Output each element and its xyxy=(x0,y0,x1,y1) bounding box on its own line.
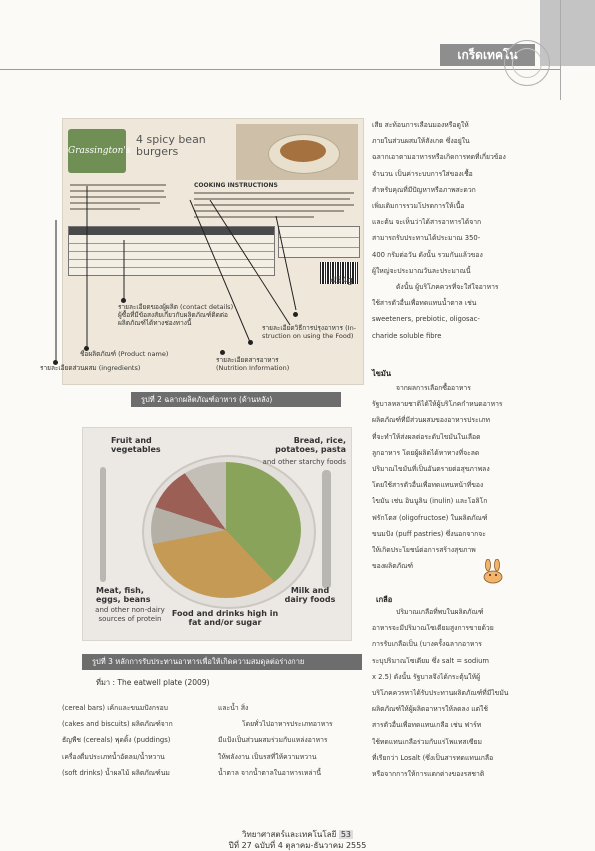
figure3-caption: รูปที่ 3 หลักการรับประทานอาหารเพื่อให้เกิดความสมดุลต่อร่างกาย xyxy=(82,654,362,670)
label-bread-sub: and other starchy foods xyxy=(262,458,346,466)
annotation-contact-2: ผู้ซื้อที่มีข้อสงสัยเกี่ยวกับผลิตภัณฑ์ติดต่อ xyxy=(118,311,228,319)
page-number: 53 xyxy=(340,830,351,839)
pointer-dot xyxy=(248,340,253,345)
middle-bottom-paragraph: และน้ำ สิ่ง โดยทั่วไปอาหารประเภทอาหาร มีแป้งเป็นส่วนผสมร่วมกับแหล่งอาหาร ให้พลังงาน เป็นรสที่ให้ความหวาน น้ำตาล จากน้ำตาลในอาหารเหล่านี้ xyxy=(218,704,333,777)
label-fruit-vegetables: Fruit and vegetables xyxy=(111,436,161,454)
knife-icon xyxy=(322,470,331,588)
right-paragraph-4: ปริมาณเกลือที่พบในผลิตภัณฑ์ อาหารจะมีปริมาณโซเดียมสูงการขายด้วย การรับเกลือเป็น (บางครั้งฉลากอาหาร ระบุปริมาณโซเดียม ซึ่ง salt = sodium x 2.5) ดังนั้น รัฐบาลจึงได้กระตุ้นให้ผู้ บริโภคควรหาได้รับประทานผลิตภัณฑ์ที่มีไขมัน ผลิตภัณฑ์ให้ผู้ผลิตอาหารให้ลดลง แต่ใช้ สารตัวอื่นเพื่อทดแทนเกลือ เช่น ฟาร์ท ใช้ทดแทนเกลือร่วมกับแร่โพแทสเซียม ที่เรียกว่า Losalt (ซึ่งเป็นสารทดแทนเกลือ หรือจากการให้การแตกต่างของรสชาติ xyxy=(372,608,509,779)
plate-food-segments xyxy=(151,462,301,598)
package-title: 4 spicy bean burgers xyxy=(136,133,206,158)
package-weight: 454g xyxy=(330,276,353,286)
annotation-instructions-2: struction on using the Food) xyxy=(262,332,354,340)
label-meat: Meat, fish, eggs, beans xyxy=(96,586,151,604)
left-bottom-paragraph: (cereal bars) เค้กและขนมปังกรอบ (cakes and biscuits) ผลิตภัณฑ์จาก ธัญพืช (cereals) พุดดิ้ง (puddings) เครื่องดื่มประเภทน้ำอัดลม/น้ำหวาน (soft drinks) น้ำผลไม้ ผลิตภัณฑ์นม xyxy=(62,704,173,777)
mascot-icon xyxy=(478,559,508,585)
annotation-instructions: รายละเอียดวิธีการปรุงอาหาร (In- xyxy=(262,324,357,332)
heading-fat: ไขมัน xyxy=(372,369,391,378)
right-paragraph-3: จากผลการเลือกซื้ออาหาร รัฐบาลหลายชาติได้ให้ผู้บริโภคกำหนดอาหาร ผลิตภัณฑ์ที่มีส่วนผสมของอาหารประเภท ที่จะทำให้ส่งผลต่อระดับไขมันในเลือด ลูกอาหาร โดยผู้ผลิตได้หาทางที่จะลด ปริมาณไขมันที่เป็นอันตรายต่อสุขภาพลง โดยใช้สารตัวอื่นเพื่อทดแทนหน้าที่ของ ไขมัน เช่น อินนูลิน (inulin) และโอลิโก ฟรักโตส (oligofructose) ในผลิตภัณฑ์ ขนมปัง (puff pastries) ซึ่งนอกจากจะ ให้เกิดประโยชน์ต่อการสร้างสุขภาพ ของผลิตภัณฑ์ xyxy=(372,384,503,571)
annotation-contact: รายละเอียดของผู้ผลิต (contact details) xyxy=(118,303,234,311)
label-meat-sub: and other non-dairy sources of protein xyxy=(95,606,165,623)
figure2-caption: รูปที่ 2 ฉลากผลิตภัณฑ์อาหาร (ด้านหลัง) xyxy=(131,392,341,407)
annotation-ingredients: รายละเอียดส่วนผสม (ingredients) xyxy=(40,364,141,372)
annotation-product-name: ชื่อผลิตภัณฑ์ (Product name) xyxy=(80,350,169,358)
annotation-nutrition: รายละเอียดสารอาหาร xyxy=(216,356,279,364)
header-vertical-line xyxy=(560,0,561,100)
journal-name: วิทยาศาสตร์และเทคโนโลยี xyxy=(242,830,337,839)
label-bread: Bread, rice, potatoes, pasta xyxy=(275,436,346,454)
section-title: เกร็ดเทคโน xyxy=(440,44,535,66)
issue-info: ปีที่ 27 ฉบับที่ 4 ตุลาคม-ธันวาคม 2555 xyxy=(228,841,367,850)
footer xyxy=(180,829,415,851)
annotation-nutrition-2: (Nutrition Information) xyxy=(216,364,290,372)
label-food-drinks: Food and drinks high in fat and/or sugar xyxy=(171,609,279,627)
pointer-dot xyxy=(220,350,225,355)
decorative-circle-inner xyxy=(512,48,542,78)
pointer-dot xyxy=(293,312,298,317)
right-paragraph-1: เสีย สะท้อนการเลือนมองหรือดูให้ ภายในส่วนผสมให้สังเกต ซึ่งอยู่ใน ฉลากเอาตามอาหารหรือเกิดการทดที่เกี่ยวข้อง จำนวน เป็นค่าระบบการใส่ของเชื้อ สำหรับคุณที่มีปัญหาหรือภาพสะดวก เพิ่มเติมการรวมโปรดการให้เนื้อ และต้น จะเห็นว่าได้สารอาหารได้จาก สามารถรับประทานได้ประมาณ 350- 400 กรัมต่อวัน ดังนั้น รวมกันแล้วของ ผู้ใหญ่จะประมาณวันละประมาณนี้ xyxy=(372,121,506,275)
figure3-source: ที่มา : The eatwell plate (2009) xyxy=(96,678,210,687)
heading-salt: เกลือ xyxy=(376,595,393,604)
right-paragraph-2: ดังนั้น ผู้บริโภคควรที่จะใส่ใจอาหาร ใช้สารตัวอื่นเพื่อทดแทนน้ำตาล เช่น sweeteners, prebiotic, oligosac- charide soluble fibre xyxy=(372,283,499,340)
brand-logo: Grassington's xyxy=(68,129,126,173)
cooking-instructions-heading: COOKING INSTRUCTIONS xyxy=(194,182,278,189)
label-milk-dairy: Milk and dairy foods xyxy=(284,586,336,604)
fork-icon xyxy=(100,467,106,582)
header-rule xyxy=(0,69,560,70)
annotation-contact-3: ผลิตภัณฑ์ได้ทางช่องทางนี้ xyxy=(118,319,192,327)
